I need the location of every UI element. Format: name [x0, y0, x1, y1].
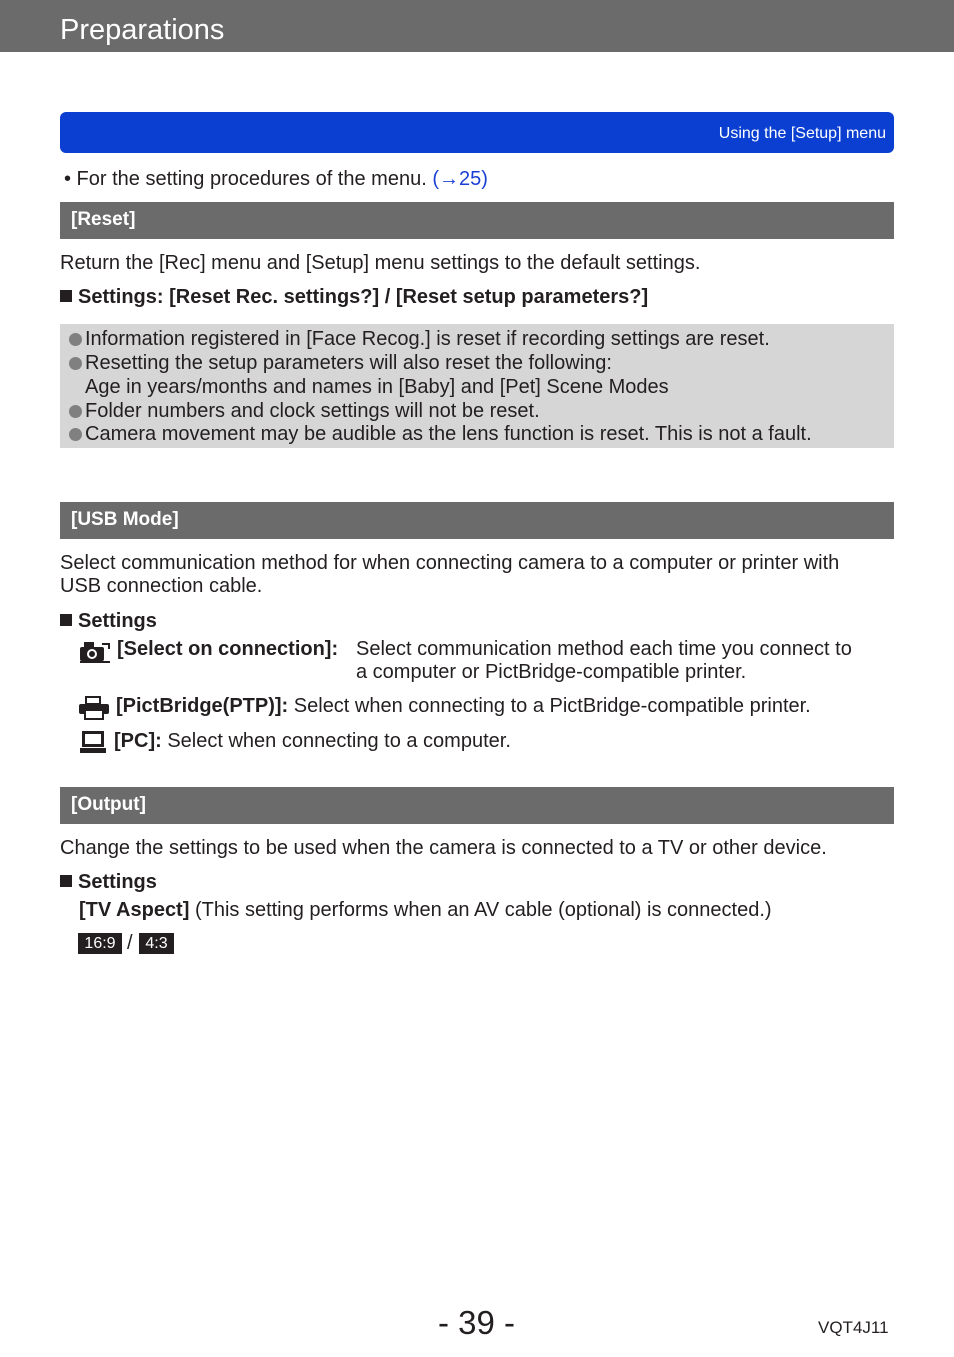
note-text: Age in years/months and names in [Baby] and [Pet] Scene Modes [85, 376, 669, 398]
square-bullet-icon [60, 290, 72, 302]
usb-option-pictbridge [116, 694, 811, 718]
note-text: Folder numbers and clock settings will not be reset. [85, 400, 540, 422]
section-header-output [60, 787, 894, 824]
page-number: - 39 - [438, 1304, 516, 1341]
usb-option-select-on-connection [117, 637, 338, 661]
aspect-16-9-icon: 16:9 [78, 933, 122, 954]
reset-notes-box [60, 324, 894, 448]
section-title-output: [Output] [71, 794, 146, 815]
square-bullet-icon [60, 614, 72, 626]
section-header-reset [60, 202, 894, 239]
usb-description-line1: Select communication method for when connecting camera to a computer or printer with [60, 552, 840, 574]
tv-aspect-line [79, 898, 772, 922]
usb-description-line2: USB connection cable. [60, 575, 263, 597]
intro-line [64, 167, 488, 191]
note-item [60, 399, 540, 423]
tv-aspect-label: [TV Aspect] [79, 899, 190, 921]
output-settings-heading [60, 870, 157, 894]
note-text: Camera movement may be audible as the lens function is reset. This is not a fault. [85, 423, 812, 445]
reset-settings [60, 285, 648, 309]
reset-description: Return the [Rec] menu and [Setup] menu settings to the default settings. [60, 252, 701, 274]
option-text: Select when connecting to a computer. [167, 730, 511, 752]
output-settings-label: Settings [78, 871, 157, 893]
option-label: [PC]: [114, 730, 162, 752]
printer-icon [78, 696, 110, 720]
note-text: Resetting the setup parameters will also reset the following: [85, 352, 612, 374]
note-item [60, 327, 770, 351]
usb-settings-heading [60, 609, 157, 633]
usb-settings-label: Settings [78, 610, 157, 632]
note-item [60, 422, 812, 446]
header-bar [0, 0, 954, 52]
bullet-icon [69, 333, 82, 346]
menu-banner [60, 112, 894, 153]
square-bullet-icon [60, 875, 72, 887]
intro-text: • For the setting procedures of the menu. [64, 168, 433, 190]
bullet-icon [69, 357, 82, 370]
output-description: Change the settings to be used when the camera is connected to a TV or other device. [60, 837, 827, 859]
bullet-icon [69, 405, 82, 418]
menu-banner-text: Using the [Setup] menu [718, 125, 886, 142]
note-item [60, 351, 612, 375]
usb-option-pc [114, 729, 511, 753]
computer-icon [79, 730, 107, 754]
tv-aspect-text: (This setting performs when an AV cable (optional) is connected.) [189, 899, 772, 921]
page-link[interactable]: (→25) [432, 168, 488, 190]
option-text: a computer or PictBridge-compatible printer. [356, 661, 747, 683]
note-continuation [85, 375, 669, 399]
option-text: Select when connecting to a PictBridge-compatible printer. [293, 695, 811, 717]
select-on-connection-icon [78, 638, 112, 664]
document-code: VQT4J11 [818, 1318, 889, 1337]
section-header-usb-mode [60, 502, 894, 539]
option-label: [Select on connection]: [117, 638, 339, 660]
aspect-separator: / [127, 932, 133, 954]
aspect-4-3-icon: 4:3 [139, 933, 174, 954]
option-label: [PictBridge(PTP)]: [116, 695, 289, 717]
reset-settings-text: Settings: [Reset Rec. settings?] / [Reset setup parameters?] [78, 286, 649, 308]
option-text: Select communication method each time you connect to [356, 638, 852, 660]
note-text: Information registered in [Face Recog.] is reset if recording settings are reset. [85, 328, 770, 350]
section-title-reset: [Reset] [71, 209, 136, 230]
bullet-icon [69, 428, 82, 441]
section-title-usb-mode: [USB Mode] [71, 509, 179, 530]
page-title: Preparations [60, 14, 225, 46]
